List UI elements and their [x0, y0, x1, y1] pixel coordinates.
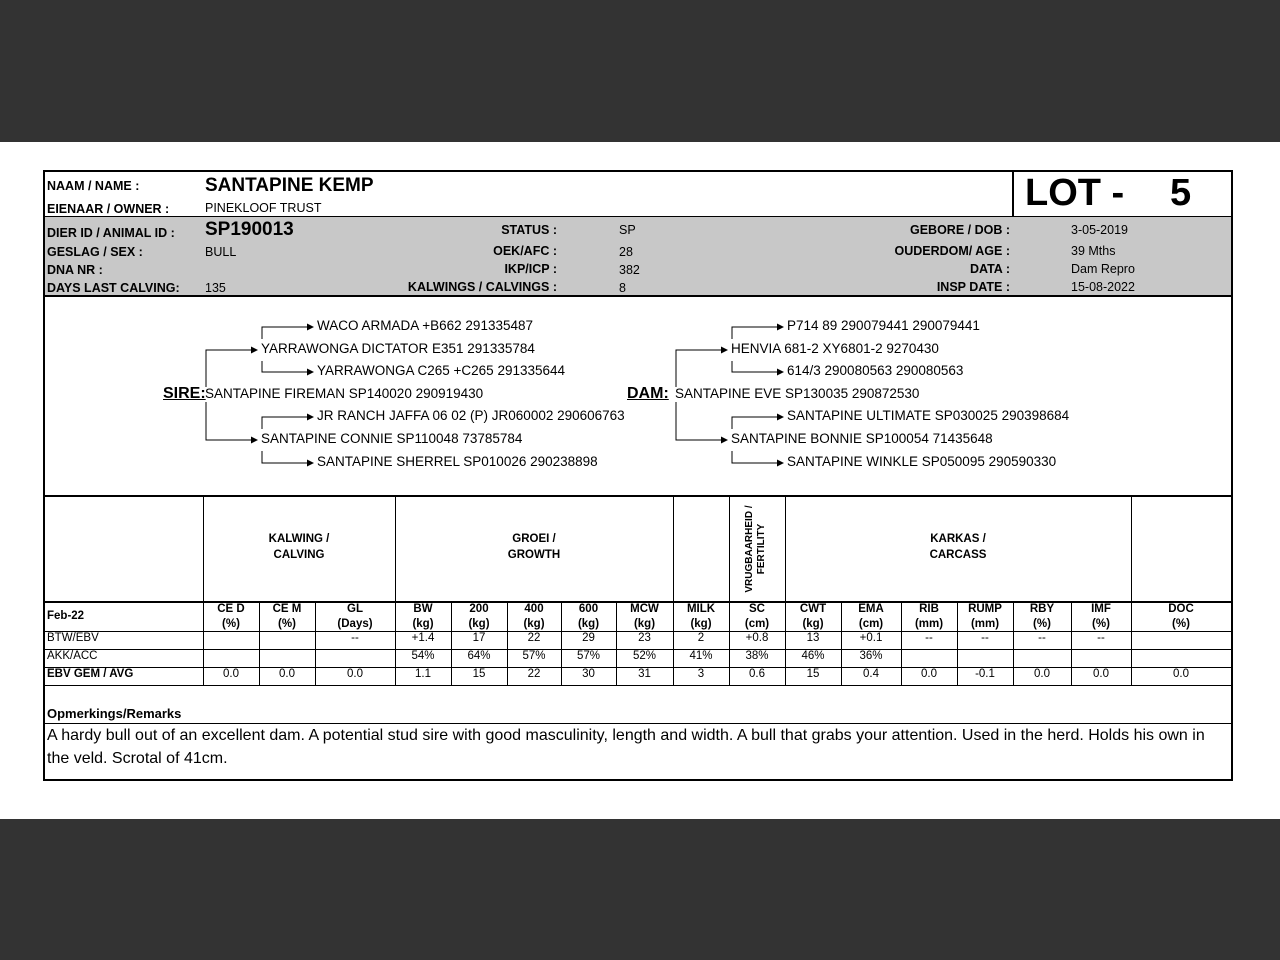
table-cell: 0.0 — [1093, 668, 1109, 680]
table-cell: 13 — [806, 632, 820, 644]
table-cell: 0.0 — [1173, 668, 1189, 680]
group-calving: KALWING / CALVING — [268, 533, 330, 561]
col-unit: (kg) — [690, 618, 712, 630]
table-cell: 30 — [582, 668, 595, 680]
table-cell: 0.0 — [1034, 668, 1050, 680]
col-unit: (kg) — [523, 618, 545, 630]
animal-name: SANTAPINE KEMP — [205, 175, 374, 196]
col-unit: (kg) — [577, 618, 600, 630]
table-cell: 57% — [576, 650, 601, 662]
table-cell: 64% — [467, 650, 491, 662]
sex-label: GESLAG / SEX : — [47, 245, 143, 259]
table-cell: 46% — [801, 650, 825, 662]
table-cell: 17 — [472, 632, 486, 644]
table-cell: 0.4 — [863, 668, 879, 680]
group-growth: GROEI / GROWTH — [507, 533, 561, 561]
pedigree-sire-dam-dam: SANTAPINE SHERREL SP010026 290238898 — [317, 454, 598, 469]
table-cell: +0.8 — [745, 632, 769, 644]
col-header-ce-d: CE D — [217, 603, 245, 615]
table-cell: 36% — [859, 650, 883, 662]
table-cell: 15 — [806, 668, 820, 680]
col-unit: (mm) — [970, 618, 1000, 630]
insp-date-label: INSP DATE : — [936, 280, 1010, 294]
dob-value: 3-05-2019 — [1071, 223, 1128, 237]
col-unit: (%) — [1033, 618, 1051, 630]
table-cell: -- — [1097, 632, 1105, 644]
owner-value: PINEKLOOF TRUST — [205, 201, 322, 215]
icp-label: IKP/ICP : — [504, 262, 557, 276]
animal-id: SP190013 — [205, 219, 294, 240]
col-unit: (cm) — [858, 618, 884, 630]
table-cell: +1.4 — [411, 632, 435, 644]
col-unit: (kg) — [802, 618, 824, 630]
pedigree-dam-dam-dam: SANTAPINE WINKLE SP050095 290590330 — [787, 454, 1057, 469]
calvings-value: 8 — [619, 281, 626, 295]
row-label: AKK/ACC — [47, 650, 98, 662]
col-header-doc: DOC — [1168, 603, 1194, 615]
days-value: 135 — [205, 281, 226, 295]
col-unit: (mm) — [914, 618, 944, 630]
col-unit: (kg) — [633, 618, 656, 630]
pedigree-connectors — [45, 172, 1231, 783]
sex-value: BULL — [205, 245, 237, 259]
table-cell: 54% — [411, 650, 435, 662]
table-cell: 0.0 — [223, 668, 239, 680]
pedigree-sire-sire-sire: WACO ARMADA +B662 291335487 — [317, 318, 533, 333]
col-header-600: 600 — [578, 603, 599, 615]
table-cell: 15 — [472, 668, 486, 680]
table-cell: +0.1 — [859, 632, 883, 644]
table-cell: 3 — [697, 668, 705, 680]
table-cell: 0.0 — [347, 668, 363, 680]
age-value: 39 Mths — [1071, 244, 1116, 258]
table-cell: 22 — [527, 632, 541, 644]
table-cell: 29 — [582, 632, 595, 644]
row-label: EBV GEM / AVG — [47, 668, 134, 680]
remarks-label: Opmerkings/Remarks — [47, 706, 182, 721]
col-unit: (cm) — [744, 618, 770, 630]
pedigree-dam-sire: HENVIA 681-2 XY6801-2 9270430 — [731, 341, 939, 356]
col-header-mcw: MCW — [630, 603, 659, 615]
col-unit: (Days) — [337, 618, 373, 630]
pedigree-sire-sire: YARRAWONGA DICTATOR E351 291335784 — [261, 341, 535, 356]
dam-label: DAM: — [627, 385, 669, 402]
age-label: OUDERDOM/ AGE : — [894, 244, 1010, 258]
table-cell: -0.1 — [975, 668, 995, 680]
pedigree-sire-dam: SANTAPINE CONNIE SP110048 73785784 — [261, 431, 523, 446]
dob-label: GEBORE / DOB : — [909, 223, 1010, 237]
pedigree-sire-dam-sire: JR RANCH JAFFA 06 02 (P) JR060002 290606763 — [317, 408, 625, 423]
pedigree-dam-sire-dam: 614/3 290080563 290080563 — [787, 363, 964, 378]
col-header-rump: RUMP — [968, 603, 1002, 615]
col-header-ce-m: CE M — [272, 603, 302, 615]
lot-label: LOT - — [1025, 172, 1125, 214]
data-label: DATA : — [969, 262, 1010, 276]
table-cell: 31 — [638, 668, 651, 680]
icp-value: 382 — [619, 263, 640, 277]
lot-number: 5 — [1170, 172, 1192, 214]
pedigree-dam-dam: SANTAPINE BONNIE SP100054 71435648 — [731, 431, 993, 446]
table-cell: -- — [351, 632, 359, 644]
pedigree-sire-sire-dam: YARRAWONGA C265 +C265 291335644 — [317, 363, 566, 378]
animal-id-label: DIER ID / ANIMAL ID : — [47, 226, 175, 240]
col-unit: (%) — [1092, 618, 1110, 630]
col-unit: (%) — [278, 618, 296, 630]
calvings-label: KALWINGS / CALVINGS : — [407, 280, 557, 294]
afc-value: 28 — [619, 245, 633, 259]
table-cell: 0.6 — [749, 668, 765, 680]
col-unit: (kg) — [412, 618, 434, 630]
table-cell: 23 — [638, 632, 651, 644]
data-value: Dam Repro — [1071, 262, 1135, 276]
col-unit: (kg) — [468, 618, 490, 630]
owner-label: EIENAAR / OWNER : — [47, 202, 170, 216]
remarks-text: A hardy bull out of an excellent dam. A potential stud sire with good masculinity, length and width. A bull that grabs your attention. Used in the herd. Holds his own in the veld. Scrotal of 41cm. — [47, 727, 1205, 767]
col-header-ema: EMA — [858, 603, 884, 615]
pedigree-dam-dam-sire: SANTAPINE ULTIMATE SP030025 290398684 — [787, 408, 1070, 423]
col-header-bw: BW — [413, 603, 433, 615]
pedigree-sire: SANTAPINE FIREMAN SP140020 290919430 — [205, 386, 484, 401]
dna-label: DNA NR : — [47, 263, 103, 277]
col-header-gl: GL — [347, 603, 363, 615]
lot-card — [43, 170, 1233, 781]
group-fertility: VRUGBAARHEID / FERTILITY — [744, 505, 767, 593]
group-carcass: KARKAS / CARCASS — [929, 533, 987, 561]
col-unit: (%) — [222, 618, 240, 630]
insp-date-value: 15-08-2022 — [1071, 280, 1135, 294]
table-cell: 41% — [689, 650, 713, 662]
col-header-sc: SC — [749, 603, 765, 615]
col-header-milk: MILK — [686, 603, 716, 615]
col-header-rib: RIB — [919, 603, 939, 615]
col-header-imf: IMF — [1091, 603, 1111, 615]
table-cell: -- — [925, 632, 933, 644]
table-cell: 1.1 — [415, 668, 431, 680]
table-cell: 0.0 — [279, 668, 295, 680]
pedigree-dam-sire-sire: P714 89 290079441 290079441 — [787, 318, 980, 333]
table-cell: 0.0 — [921, 668, 937, 680]
col-header-rby: RBY — [1029, 603, 1055, 615]
pedigree-dam: SANTAPINE EVE SP130035 290872530 — [675, 386, 920, 401]
table-cell: -- — [1038, 632, 1046, 644]
col-header-cwt: CWT — [799, 603, 827, 615]
row-label: BTW/EBV — [47, 632, 99, 644]
table-cell: 2 — [697, 632, 705, 644]
sire-label: SIRE: — [163, 385, 206, 402]
col-unit: (%) — [1172, 618, 1190, 630]
col-header-200: 200 — [469, 603, 489, 615]
afc-label: OEK/AFC : — [493, 244, 557, 258]
name-label: NAAM / NAME : — [47, 179, 140, 193]
table-cell: 22 — [527, 668, 541, 680]
status-label: STATUS : — [501, 223, 557, 237]
table-date-label: Feb-22 — [47, 610, 85, 622]
col-header-400: 400 — [524, 603, 544, 615]
days-label: DAYS LAST CALVING: — [47, 281, 180, 295]
table-cell: 52% — [632, 650, 657, 662]
table-cell: 57% — [522, 650, 546, 662]
table-cell: -- — [981, 632, 989, 644]
status-value: SP — [619, 223, 636, 237]
table-cell: 38% — [745, 650, 769, 662]
